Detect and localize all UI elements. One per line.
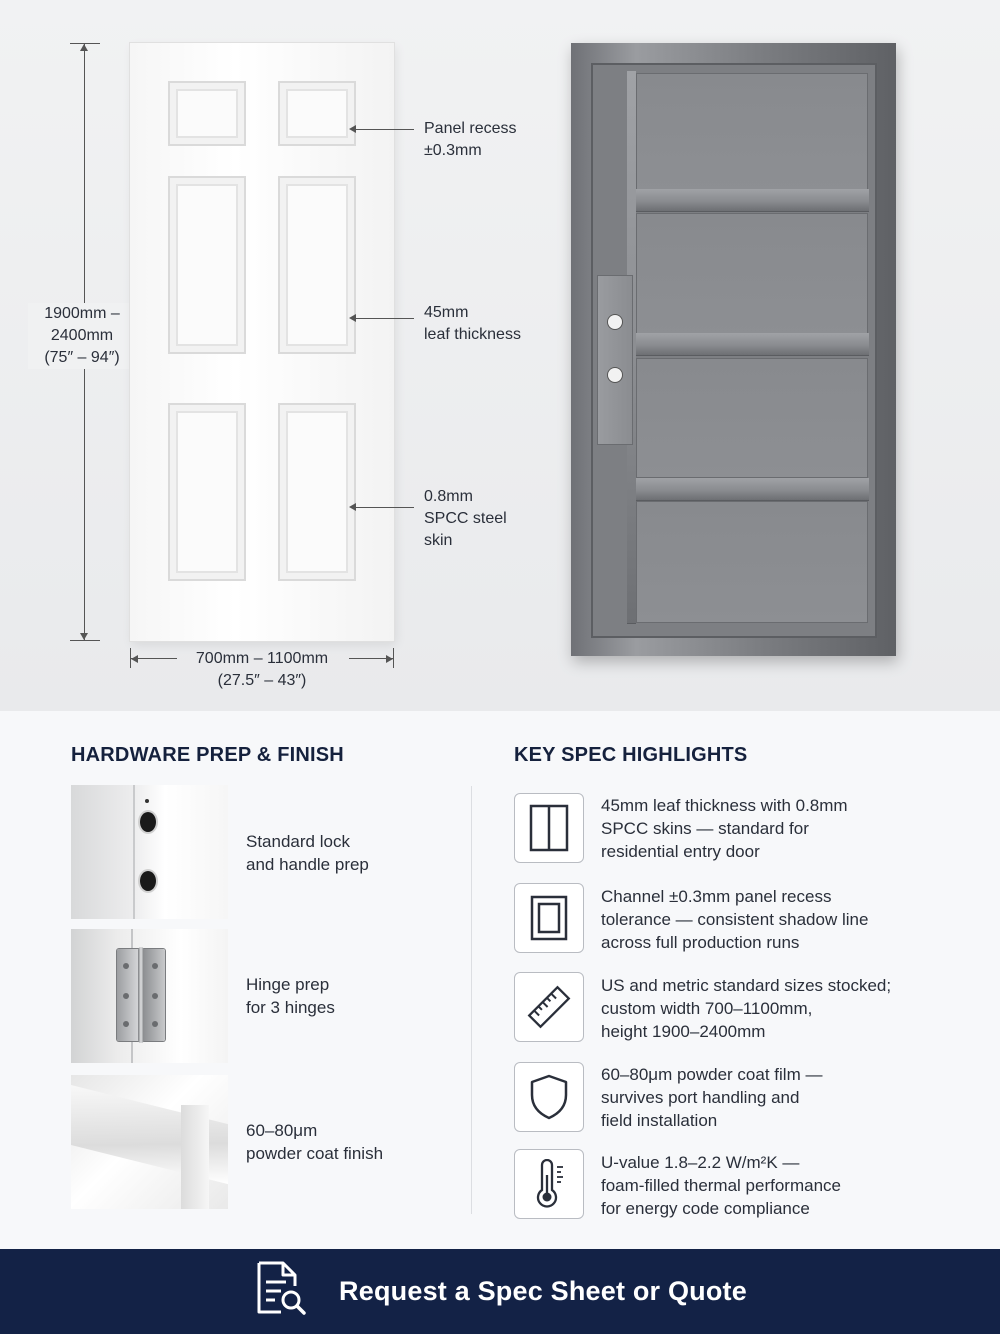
- door-panel: [168, 403, 246, 581]
- shield-icon: [514, 1062, 584, 1132]
- screw-icon: [152, 993, 158, 999]
- height-dimension-bottom-cap: [70, 640, 100, 641]
- thermometer-icon: [514, 1149, 584, 1219]
- frame-inner: [591, 63, 877, 638]
- ruler-icon: [514, 972, 584, 1042]
- powder-coat-label: 60–80μm powder coat finish: [246, 1121, 384, 1163]
- hinge-prep-thumbnail: [71, 929, 228, 1063]
- frame-cavity: [636, 501, 868, 623]
- screw-icon: [152, 963, 158, 969]
- lock-hole-icon: [608, 315, 622, 329]
- frame-cavity: [636, 213, 868, 338]
- arrow-left-icon: [349, 314, 356, 322]
- request-spec-sheet-label: Request a Spec Sheet or Quote: [339, 1276, 747, 1306]
- width-dimension-right-tick: [393, 648, 394, 668]
- hinge-icon: [117, 949, 165, 1041]
- arrow-left-icon: [349, 503, 356, 511]
- screw-icon: [152, 1021, 158, 1027]
- arrow-down-icon: [80, 633, 88, 640]
- arrow-right-icon: [386, 655, 393, 663]
- lock-hole-icon: [140, 871, 156, 891]
- door-panel-icon: [514, 793, 584, 863]
- callout-leader: [352, 507, 414, 508]
- lock-prep-thumbnail: [71, 785, 228, 919]
- lock-prep-label: Standard lock and handle prep: [246, 832, 369, 874]
- frame-cavity: [636, 73, 868, 193]
- frame-cavity: [636, 358, 868, 478]
- height-dimension-label: 1900mm – 2400mm (75″ – 94″): [28, 303, 136, 369]
- screw-icon: [123, 1021, 129, 1027]
- screw-icon: [123, 963, 129, 969]
- arrow-left-icon: [131, 655, 138, 663]
- spec-sizes: US and metric standard sizes stocked; custom width 700–1100mm, height 1900–2400mm: [601, 976, 892, 1041]
- door-edge: [133, 785, 135, 919]
- arrow-left-icon: [349, 125, 356, 133]
- door-frame-interior-view: [571, 43, 896, 656]
- frame-rail: [629, 333, 869, 355]
- document-search-icon: [253, 1260, 307, 1323]
- powder-coat-thumbnail: [71, 1075, 228, 1209]
- lock-hole-icon: [608, 368, 622, 382]
- callout-leader: [352, 318, 414, 319]
- lock-reinforcement-plate: [597, 275, 633, 445]
- callout-leader: [352, 129, 414, 130]
- door-panel: [278, 176, 356, 354]
- spec-powder-coat: 60–80μm powder coat film — survives port handling and field installation: [601, 1065, 823, 1130]
- hinge-prep-label: Hinge prep for 3 hinges: [246, 975, 335, 1017]
- specs-section-title: KEY SPEC HIGHLIGHTS: [514, 744, 748, 766]
- lock-hole-icon: [140, 812, 156, 832]
- screw-hole-icon: [145, 799, 149, 803]
- panel-recess-icon: [514, 883, 584, 953]
- door-panel: [168, 176, 246, 354]
- frame-rail: [629, 189, 869, 211]
- callout-leaf-thickness: 45mm leaf thickness: [424, 304, 521, 343]
- spec-leaf-thickness: 45mm leaf thickness with 0.8mm SPCC skins — standard for residential entry door: [601, 796, 848, 861]
- section-divider: [471, 786, 472, 1214]
- callout-panel-recess: Panel recess ±0.3mm: [424, 120, 517, 159]
- callout-steel-skin: 0.8mm SPCC steel skin: [424, 488, 507, 549]
- door-edge: [181, 1105, 209, 1209]
- door-panel: [278, 81, 356, 146]
- hardware-section-title: HARDWARE PREP & FINISH: [71, 744, 344, 766]
- frame-rail: [629, 478, 869, 500]
- door-panel: [278, 403, 356, 581]
- arrow-up-icon: [80, 44, 88, 51]
- screw-icon: [123, 993, 129, 999]
- width-dimension-label: 700mm – 1100mm (27.5″ – 43″): [195, 650, 329, 689]
- request-spec-sheet-button[interactable]: [0, 1249, 1000, 1334]
- spec-panel-recess: Channel ±0.3mm panel recess tolerance — consistent shadow line across full production runs: [601, 887, 869, 952]
- hinge-knuckle: [138, 947, 144, 1043]
- door-panel: [168, 81, 246, 146]
- spec-thermal: U-value 1.8–2.2 W/m²K — foam-filled thermal performance for energy code compliance: [601, 1153, 841, 1218]
